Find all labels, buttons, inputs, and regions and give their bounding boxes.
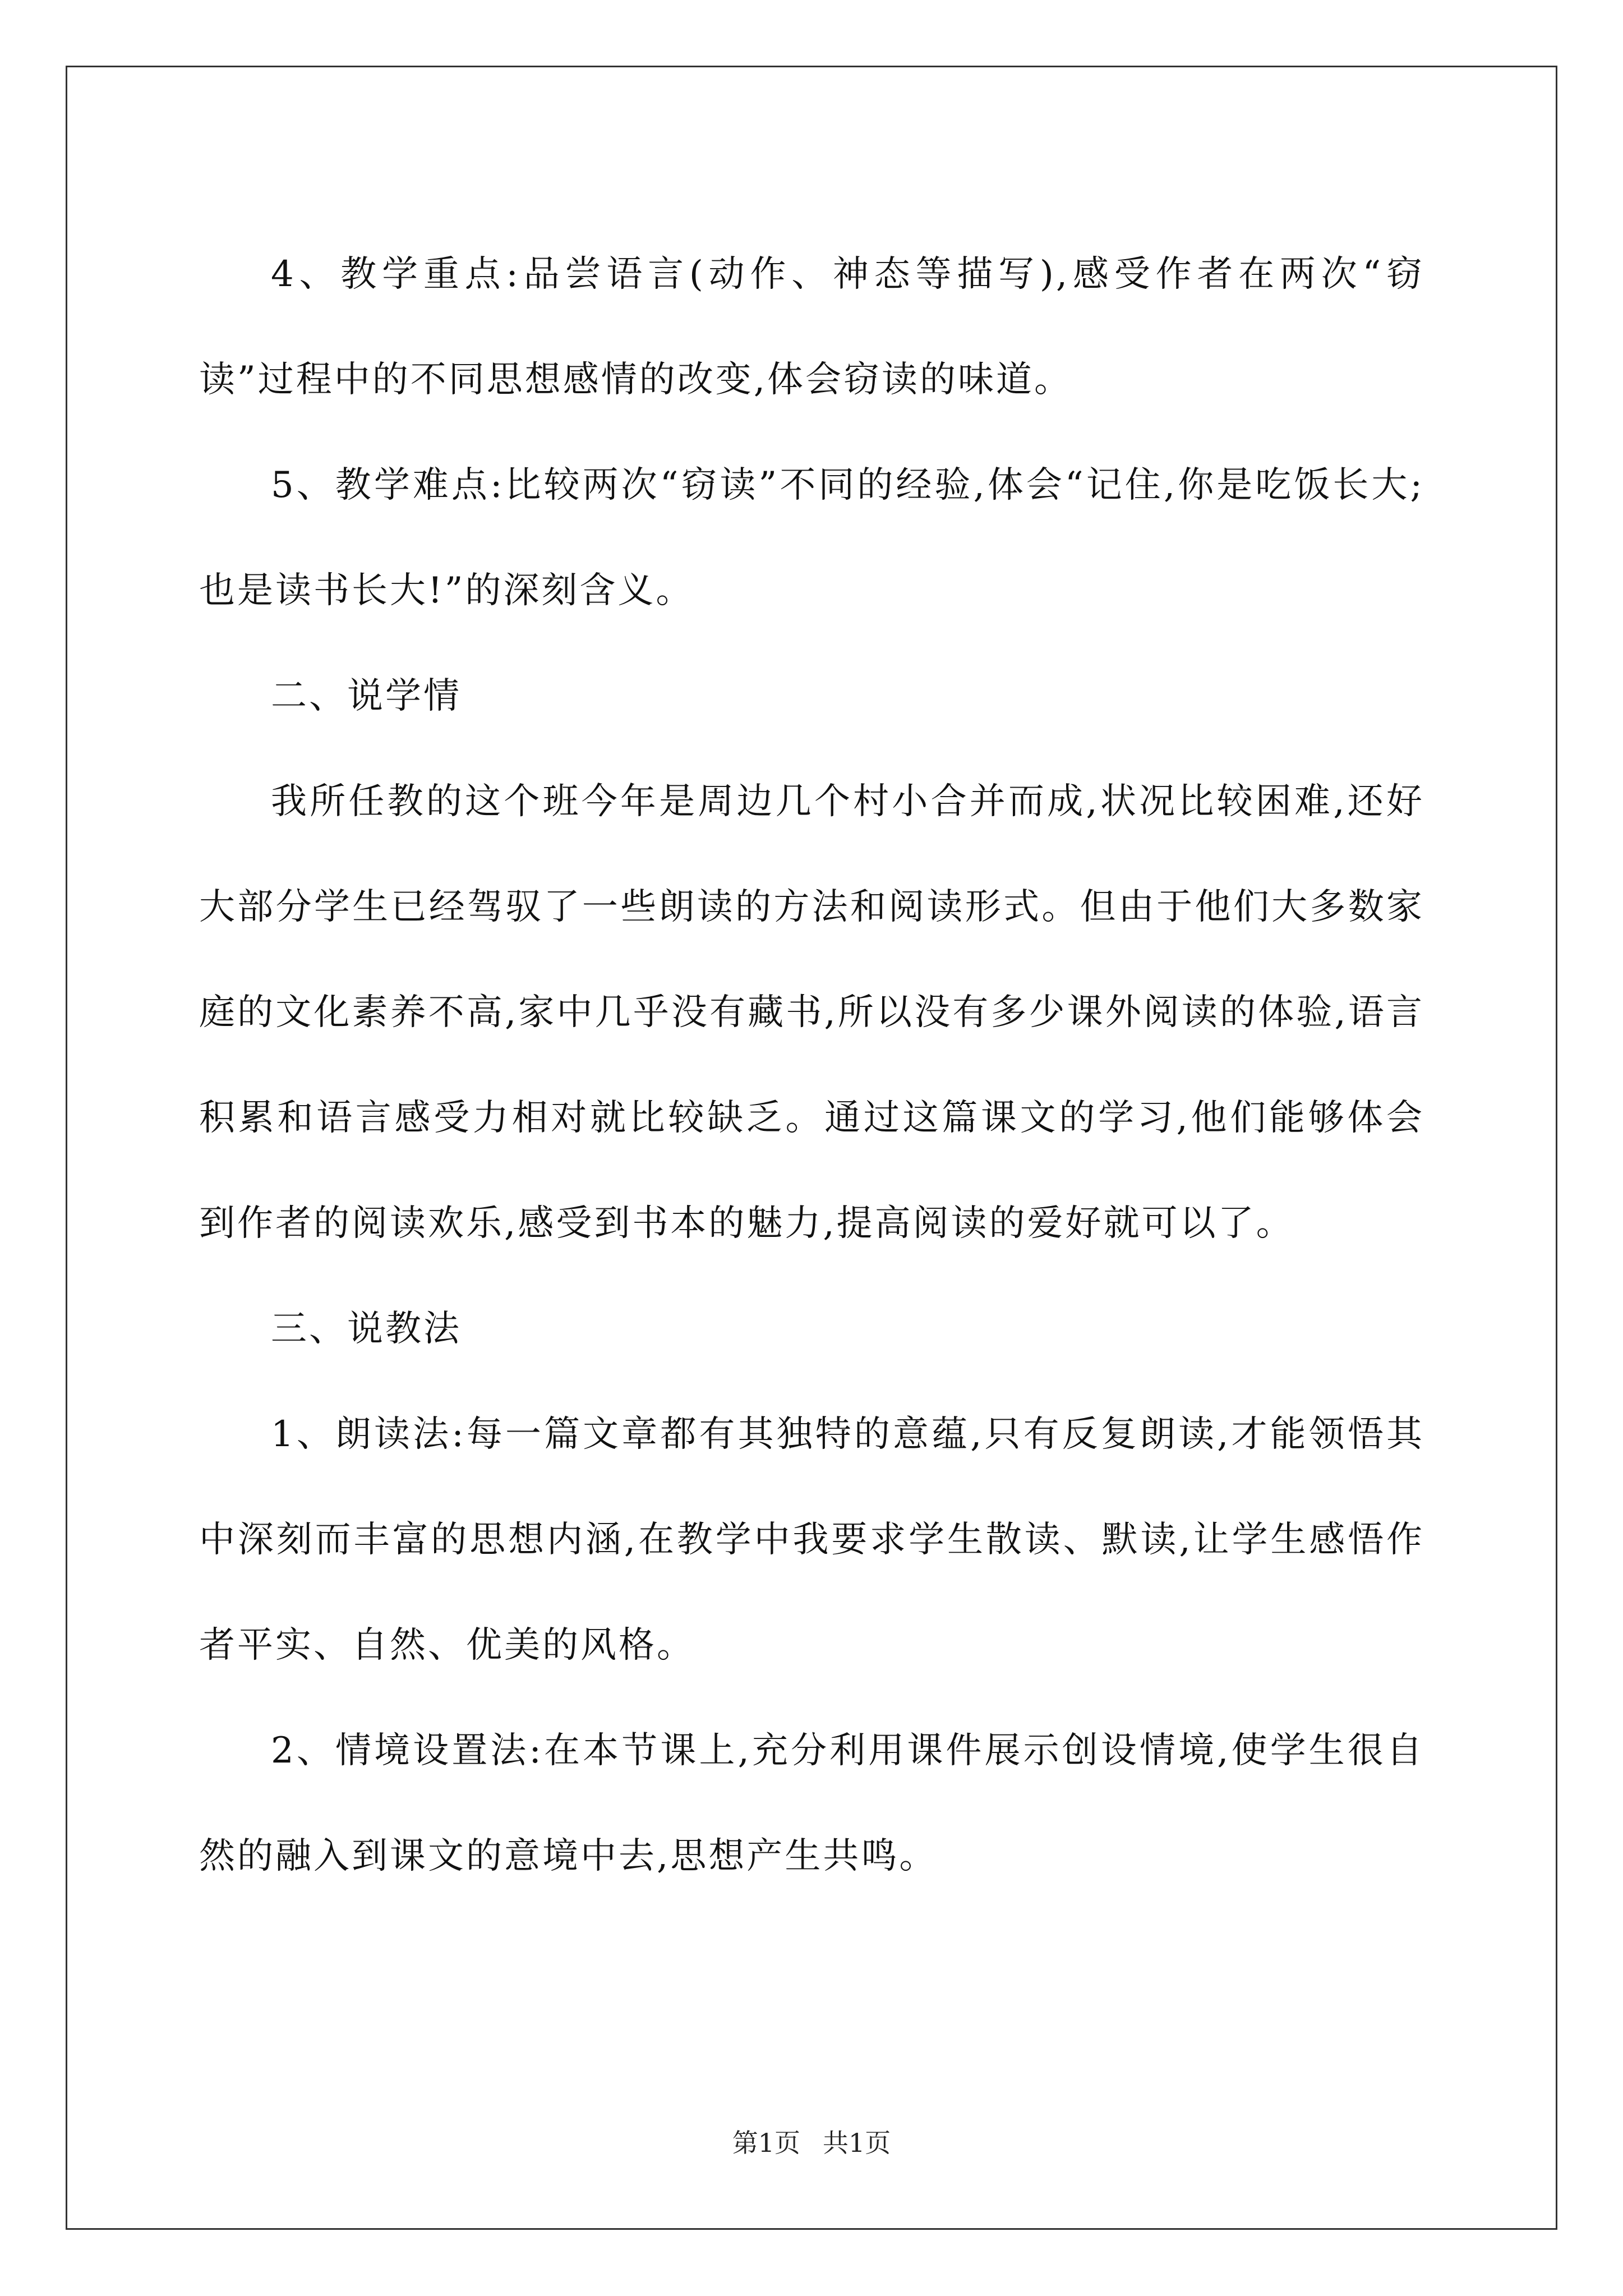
paragraph-situation-method: 2、情境设置法:在本节课上,充分利用课件展示创设情境,使学生很自然的融入到课文的意境中去,思想产生共鸣。 bbox=[199, 1730, 1424, 1877]
page-number-current: 第1页 bbox=[732, 2128, 800, 2158]
paragraph-teaching-focus: 4、教学重点:品尝语言(动作、神态等描写),感受作者在两次“窃读”过程中的不同思想感情的改变,体会窃读的味道。 bbox=[199, 254, 1424, 401]
page-footer bbox=[0, 2126, 1623, 2160]
document-body bbox=[199, 222, 1424, 1909]
paragraph-student-situation: 我所任教的这个班今年是周边几个村小合并而成,状况比较困难,还好大部分学生已经驾驭了一些朗读的方法和阅读形式。但由于他们大多数家庭的文化素养不高,家中几乎没有藏书,所以没有多少课外阅读的体验,语言积累和语言感受力相对就比较缺乏。通过这篇课文的学习,他们能够体会到作者的阅读欢乐,感受到书本的魅力,提高阅读的爱好就可以了。 bbox=[199, 781, 1424, 1244]
heading-teaching-methods: 三、说教法 bbox=[271, 1308, 462, 1350]
heading-student-situation: 二、说学情 bbox=[271, 675, 462, 717]
paragraph-teaching-difficulty: 5、教学难点:比较两次“窃读”不同的经验,体会“记住,你是吃饭长大;也是读书长大!”的深刻含义。 bbox=[199, 464, 1424, 611]
paragraph-reading-method: 1、朗读法:每一篇文章都有其独特的意蕴,只有反复朗读,才能领悟其中深刻而丰富的思想内涵,在教学中我要求学生散读、默读,让学生感悟作者平实、自然、优美的风格。 bbox=[199, 1414, 1424, 1666]
page-number-total: 共1页 bbox=[823, 2128, 891, 2158]
